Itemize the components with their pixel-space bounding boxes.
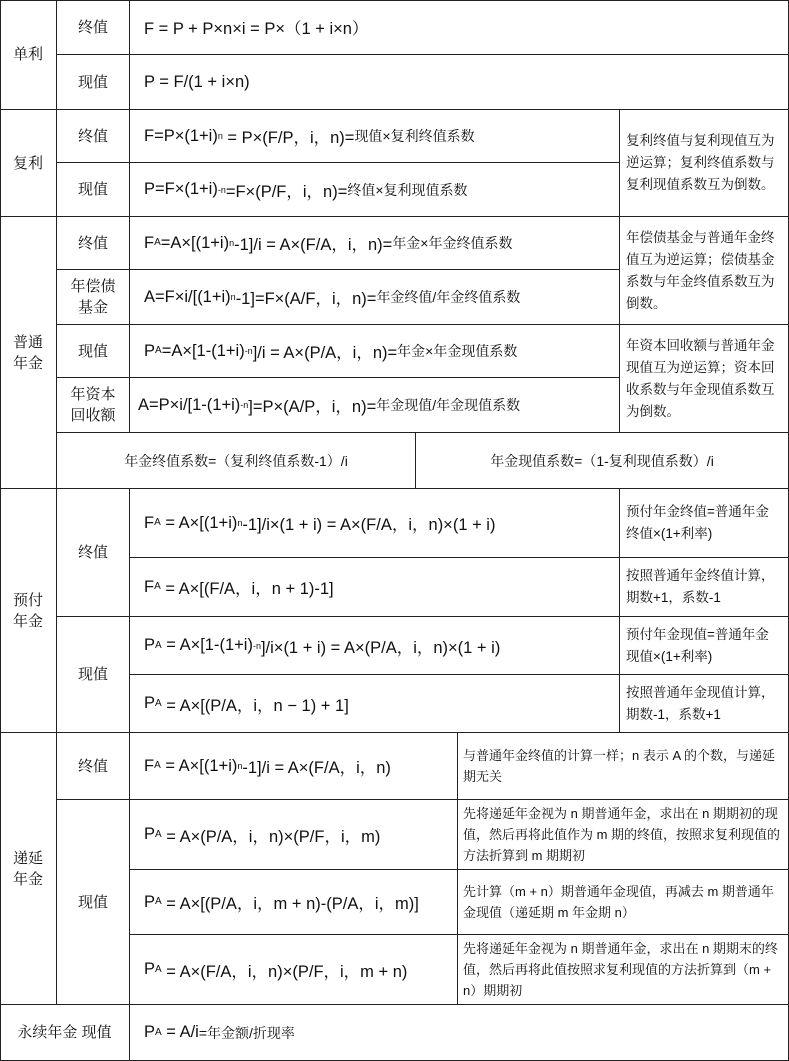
formula-part: -1]=F×(A/F，i，n)= xyxy=(235,290,377,308)
row-label-pv xyxy=(57,163,130,217)
formula-part: P xyxy=(144,341,156,360)
formula-due-pv-2: P A = A×[(P/A，i，n − 1) + 1] xyxy=(130,675,620,733)
formula-part: = A×[(1+i) xyxy=(160,756,238,775)
row-label-pv xyxy=(57,55,130,110)
formula-note: 现值×复利终值系数 xyxy=(354,128,475,144)
row-label-fv xyxy=(57,110,130,163)
formula-perpetuity: P A = A/i =年金额/折现率 xyxy=(130,1005,789,1061)
formula-part: = P×(F/P，i，n)= xyxy=(222,129,355,147)
row-label: 年偿债 xyxy=(70,278,116,295)
remark-text: 按照普通年金终值计算，期数+1，系数-1 xyxy=(626,568,775,605)
category-label: 年金 xyxy=(12,612,43,630)
formula-due-fv-2: F A = A×[(F/A，i，n + 1)-1] xyxy=(130,558,620,617)
formula-part: =F×(P/F，i，n)= xyxy=(225,182,348,201)
row-label: 现值 xyxy=(77,893,108,911)
formula-note: =年金额/折现率 xyxy=(198,1024,295,1041)
formula-compound-pv: P=F×(1+i) -n =F×(P/F，i，n)= 终值×复利现值系数 xyxy=(130,163,620,217)
formula-text: F = P + P×n×i = P×（1 + i×n） xyxy=(144,20,369,38)
formula-note: 年金×年金终值系数 xyxy=(392,235,513,251)
category-deferred-annuity xyxy=(0,733,57,1005)
formula-ordinary-fv: F A =A×[(1+i) n -1]/i = A×(F/A，i，n)= 年金×年金终值系数 xyxy=(130,217,620,270)
category-label: 永续年金 现值 xyxy=(17,1024,112,1041)
row-label: 终值 xyxy=(77,127,108,145)
category-ordinary-annuity xyxy=(0,217,57,489)
formula-simple-pv xyxy=(130,55,789,110)
remark-text: 与普通年金终值的计算一样；n 表示 A 的个数，与递延期无关 xyxy=(463,748,776,784)
formula-part: =A×[1-(1+i) xyxy=(161,341,245,360)
remark-text: 年资本回收额与普通年金现值互为逆运算；资本回收系数与年金现值系数互为倒数。 xyxy=(626,337,775,419)
row-label-capital-recovery xyxy=(57,378,130,433)
coef-text: 年金终值系数=（复利终值系数-1）/i xyxy=(124,452,348,469)
formula-part: ]=P×(A/P，i，n)= xyxy=(248,398,377,416)
row-label: 回收额 xyxy=(70,407,116,424)
category-simple-interest xyxy=(0,0,57,110)
formula-part: P xyxy=(144,1023,156,1041)
formula-part: P xyxy=(144,694,156,712)
remark-due-pv-2 xyxy=(620,675,789,733)
formula-part: = A×[(P/A，i，n − 1) + 1] xyxy=(161,696,349,715)
formula-part: A=F×i/[(1+i) xyxy=(144,287,231,306)
formula-deferred-pv-2: P A = A×[(P/A，i，m + n)-(P/A，i，m)] xyxy=(130,870,458,935)
formula-deferred-pv-1: P A = A×(P/A，i，n)×(P/F，i，m) xyxy=(130,800,458,870)
formula-capital-recovery: A=P×i/[1-(1+i) -n ]=P×(A/P，i，n)= 年金现值/年金现值系数 xyxy=(130,378,620,433)
category-label: 复利 xyxy=(12,154,43,172)
row-label: 终值 xyxy=(77,544,108,561)
category-compound-interest xyxy=(0,110,57,217)
formula-part: F xyxy=(144,577,155,596)
row-label-fv xyxy=(57,0,130,55)
category-annuity-due xyxy=(0,489,57,733)
formula-ordinary-pv: P A =A×[1-(1+i) -n ]/i = A×(P/A，i，n)= 年金×年金现值系数 xyxy=(130,325,620,378)
remark-due-pv-1 xyxy=(620,617,789,675)
row-label-pv xyxy=(57,800,130,1005)
formula-text: P = F/(1 + i×n) xyxy=(144,72,250,91)
formula-due-fv-1: F A = A×[(1+i) n -1]/i×(1 + i) = A×(F/A，i，n)×(1 + i) xyxy=(130,489,620,558)
formula-part: P xyxy=(144,825,156,843)
row-label: 现值 xyxy=(77,73,108,91)
row-label: 终值 xyxy=(77,234,108,252)
row-label: 终值 xyxy=(77,18,108,36)
formula-deferred-pv-3: P A = A×(F/A，i，n)×(P/F，i，m + n) xyxy=(130,935,458,1005)
formula-part: A=P×i/[1-(1+i) xyxy=(138,395,241,414)
formula-part: P=F×(1+i) xyxy=(144,180,218,198)
formula-due-pv-1: P A = A×[1-(1+i) -n ]/i×(1 + i) = A×(P/A，i，n)×(1 + i) xyxy=(130,617,620,675)
formula-compound-fv: F=P×(1+i) n = P×(F/P，i，n)= 现值×复利终值系数 xyxy=(130,110,620,163)
formula-part: P xyxy=(144,892,156,911)
formula-part: = A×[(F/A，i，n + 1)-1] xyxy=(160,580,334,598)
formula-part: = A×(P/A，i，n)×(P/F，i，m) xyxy=(161,827,381,846)
remark-text: 先计算（m + n）期普通年金现值，再减去 m 期普通年金现值（递延期 m 年金期 n） xyxy=(463,884,774,920)
formula-simple-fv xyxy=(130,0,789,55)
formula-part: F xyxy=(144,756,155,775)
remark-due-fv-2 xyxy=(620,558,789,617)
formula-part: = A×[1-(1+i) xyxy=(161,636,253,654)
category-label: 单利 xyxy=(12,46,43,63)
remark-text: 年偿债基金与普通年金终值互为逆运算；偿债基金系数与年金终值系数互为倒数。 xyxy=(626,229,775,311)
formula-part: = A×[(1+i) xyxy=(160,513,238,532)
formula-part: P xyxy=(144,636,156,654)
remark-text: 按照普通年金现值计算，期数-1，系数+1 xyxy=(626,684,775,722)
coef-fv-relation xyxy=(57,433,416,489)
formula-part: F xyxy=(144,233,155,252)
remark-capital-recovery xyxy=(620,325,789,433)
remark-deferred-fv xyxy=(458,733,789,800)
formula-part: -1]/i×(1 + i) = A×(F/A，i，n)×(1 + i) xyxy=(242,516,496,534)
remark-deferred-pv-1 xyxy=(458,800,789,870)
remark-text: 先将递延年金视为 n 期普通年金，求出在 n 期期末的终值，然后再将此值按照求复利现值的方法折算到（m + n）期期初 xyxy=(463,941,778,998)
coef-text: 年金现值系数=（1-复利现值系数）/i xyxy=(490,452,714,469)
formula-part: = A×(F/A，i，n)×(P/F，i，m + n) xyxy=(161,962,408,981)
formula-part: F xyxy=(144,513,155,532)
row-label-pv xyxy=(57,617,130,733)
formula-deferred-fv: F A = A×[(1+i) n -1]/i = A×(F/A，i，n) xyxy=(130,733,458,800)
formula-part: ]/i×(1 + i) = A×(P/A，i，n)×(1 + i) xyxy=(260,638,501,657)
row-label-fv xyxy=(57,489,130,617)
row-label: 现值 xyxy=(77,342,108,360)
formula-part: ]/i = A×(P/A，i，n)= xyxy=(252,344,398,362)
row-label: 终值 xyxy=(77,757,108,775)
category-label: 年金 xyxy=(12,354,43,372)
formula-note: 年金现值/年金现值系数 xyxy=(376,397,521,413)
row-label-fv xyxy=(57,733,130,800)
category-label: 递延 xyxy=(12,849,43,867)
formula-part: F=P×(1+i) xyxy=(144,126,218,145)
coef-pv-relation xyxy=(416,433,789,489)
formula-part: P xyxy=(144,960,156,978)
remark-text: 预付年金终值=普通年金终值×(1+利率) xyxy=(626,504,769,541)
formula-part: -1]/i = A×(F/A，i，n)= xyxy=(234,236,393,254)
formula-note: 终值×复利现值系数 xyxy=(347,181,468,198)
row-label: 现值 xyxy=(77,666,108,683)
remark-compound xyxy=(620,110,789,217)
remark-deferred-pv-3 xyxy=(458,935,789,1005)
row-label: 基金 xyxy=(77,299,108,316)
remark-text: 预付年金现值=普通年金现值×(1+利率) xyxy=(626,626,769,664)
remark-text: 先将递延年金视为 n 期普通年金，求出在 n 期期初的现值，然后再将此值作为 m 期的终值，按照求复利现值的方法折算到 m 期期初 xyxy=(463,806,781,863)
category-label: 普通 xyxy=(12,333,43,351)
row-label: 年资本 xyxy=(70,386,116,403)
remark-deferred-pv-2 xyxy=(458,870,789,935)
formula-sinking-fund: A=F×i/[(1+i) n -1]=F×(A/F，i，n)= 年金终值/年金终值系数 xyxy=(130,270,620,325)
row-label-sinking-fund xyxy=(57,270,130,325)
remark-due-fv-1 xyxy=(620,489,789,558)
formula-part: =A×[(1+i) xyxy=(160,233,230,252)
category-perpetuity xyxy=(0,1005,130,1061)
category-label: 预付 xyxy=(12,591,43,609)
remark-text: 复利终值与复利现值互为逆运算；复利终值系数与复利现值系数互为倒数。 xyxy=(626,133,775,192)
formula-note: 年金×年金现值系数 xyxy=(397,343,518,359)
formula-note: 年金终值/年金终值系数 xyxy=(376,289,521,305)
formula-part: = A×[(P/A，i，m + n)-(P/A，i，m)] xyxy=(161,895,419,913)
row-label-fv xyxy=(57,217,130,270)
formula-part: = A/i xyxy=(161,1023,199,1041)
category-label: 年金 xyxy=(12,870,43,888)
remark-sinking-fund xyxy=(620,217,789,325)
row-label-pv xyxy=(57,325,130,378)
formula-part: -1]/i = A×(F/A，i，n) xyxy=(242,759,391,777)
row-label: 现值 xyxy=(77,181,108,198)
